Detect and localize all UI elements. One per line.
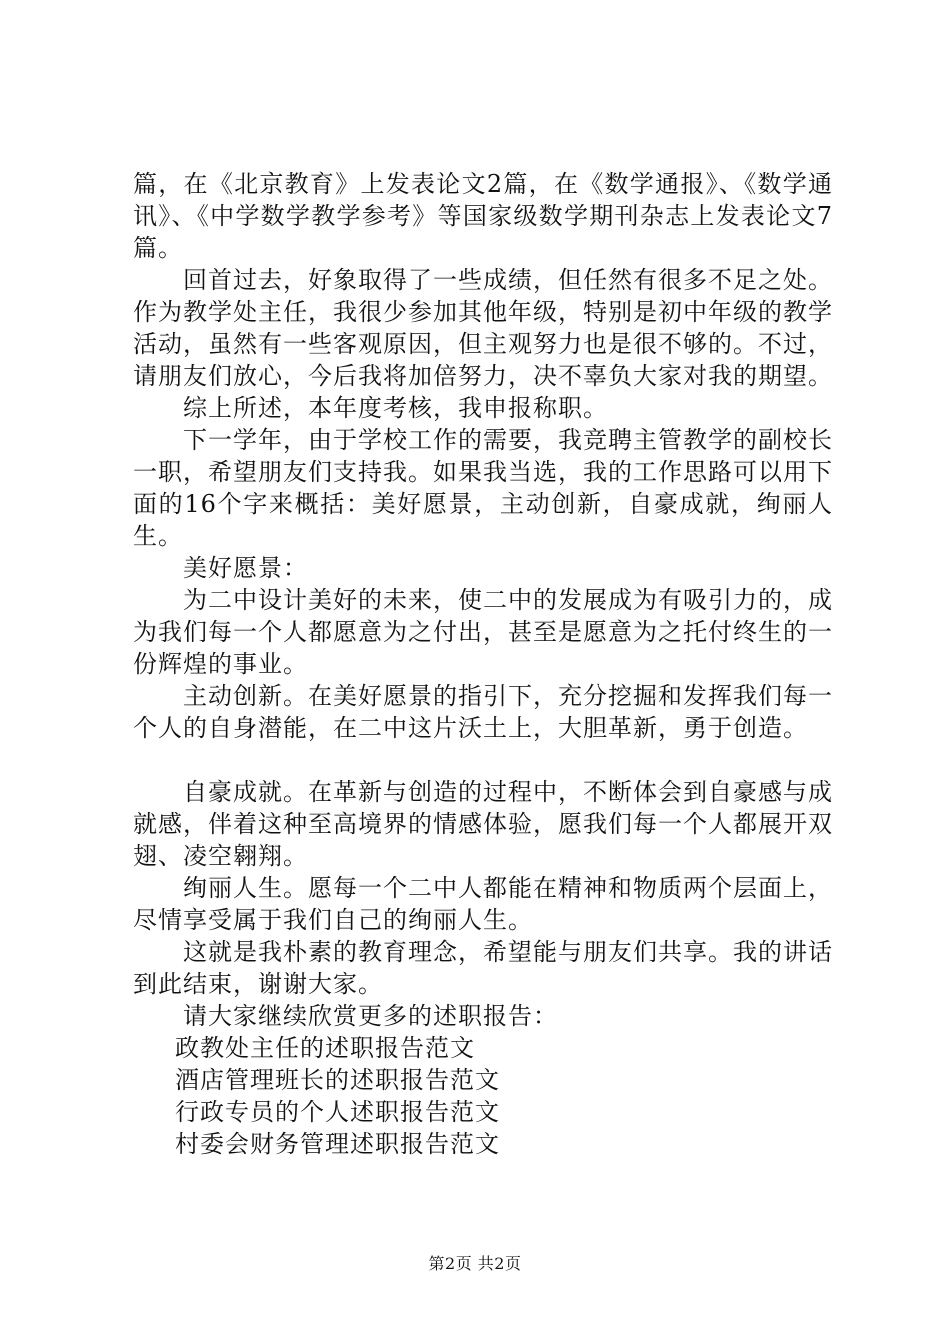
related-link-1[interactable]: 政教处主任的述职报告范文 bbox=[175, 1034, 475, 1062]
paragraph-2: 回首过去，好象取得了一些成绩，但任然有很多不足之处。作为教学处主任，我很少参加其他年级，特别是初中年级的教学活动，虽然有一些客观原因，但主观努力也是很不够的。不过，请朋友们放心，今后我将加倍努力，决不辜负大家对我的期望。 bbox=[133, 266, 833, 390]
section-heading-vision: 美好愿景： bbox=[183, 554, 308, 582]
related-links-intro: 请大家继续欣赏更多的述职报告： bbox=[183, 1002, 558, 1030]
document-body bbox=[133, 168, 833, 1160]
paragraph-4: 下一学年，由于学校工作的需要，我竞聘主管教学的副校长一职，希望朋友们支持我。如果我当选，我的工作思路可以用下面的16个字来概括：美好愿景，主动创新，自豪成就，绚丽人生。 bbox=[133, 426, 833, 550]
paragraph-10: 这就是我朴素的教育理念，希望能与朋友们共享。我的讲话到此结束，谢谢大家。 bbox=[133, 938, 833, 998]
page-indicator: 第2页 共2页 bbox=[428, 1254, 522, 1273]
related-links-list bbox=[133, 1032, 833, 1160]
page-footer bbox=[0, 1254, 950, 1274]
paragraph-8: 自豪成就。在革新与创造的过程中，不断体会到自豪感与成就感，伴着这种至高境界的情感体验，愿我们每一个人都展开双翅、凌空翱翔。 bbox=[133, 778, 833, 870]
paragraph-7: 主动创新。在美好愿景的指引下，充分挖掘和发挥我们每一个人的自身潜能，在二中这片沃土上，大胆革新，勇于创造。 bbox=[133, 682, 833, 742]
related-link-3[interactable]: 行政专员的个人述职报告范文 bbox=[175, 1098, 500, 1126]
paragraph-6: 为二中设计美好的未来，使二中的发展成为有吸引力的，成为我们每一个人都愿意为之付出，甚至是愿意为之托付终生的一份辉煌的事业。 bbox=[133, 586, 833, 678]
related-link-2[interactable]: 酒店管理班长的述职报告范文 bbox=[175, 1066, 500, 1094]
paragraph-1: 篇，在《北京教育》上发表论文2篇，在《数学通报》、《数学通讯》、《中学数学教学参考》等国家级数学期刊杂志上发表论文7篇。 bbox=[133, 170, 833, 262]
paragraph-9: 绚丽人生。愿每一个二中人都能在精神和物质两个层面上，尽情享受属于我们自己的绚丽人生。 bbox=[133, 874, 833, 934]
paragraph-3: 综上所述，本年度考核，我申报称职。 bbox=[183, 394, 608, 422]
related-link-4[interactable]: 村委会财务管理述职报告范文 bbox=[175, 1130, 500, 1158]
